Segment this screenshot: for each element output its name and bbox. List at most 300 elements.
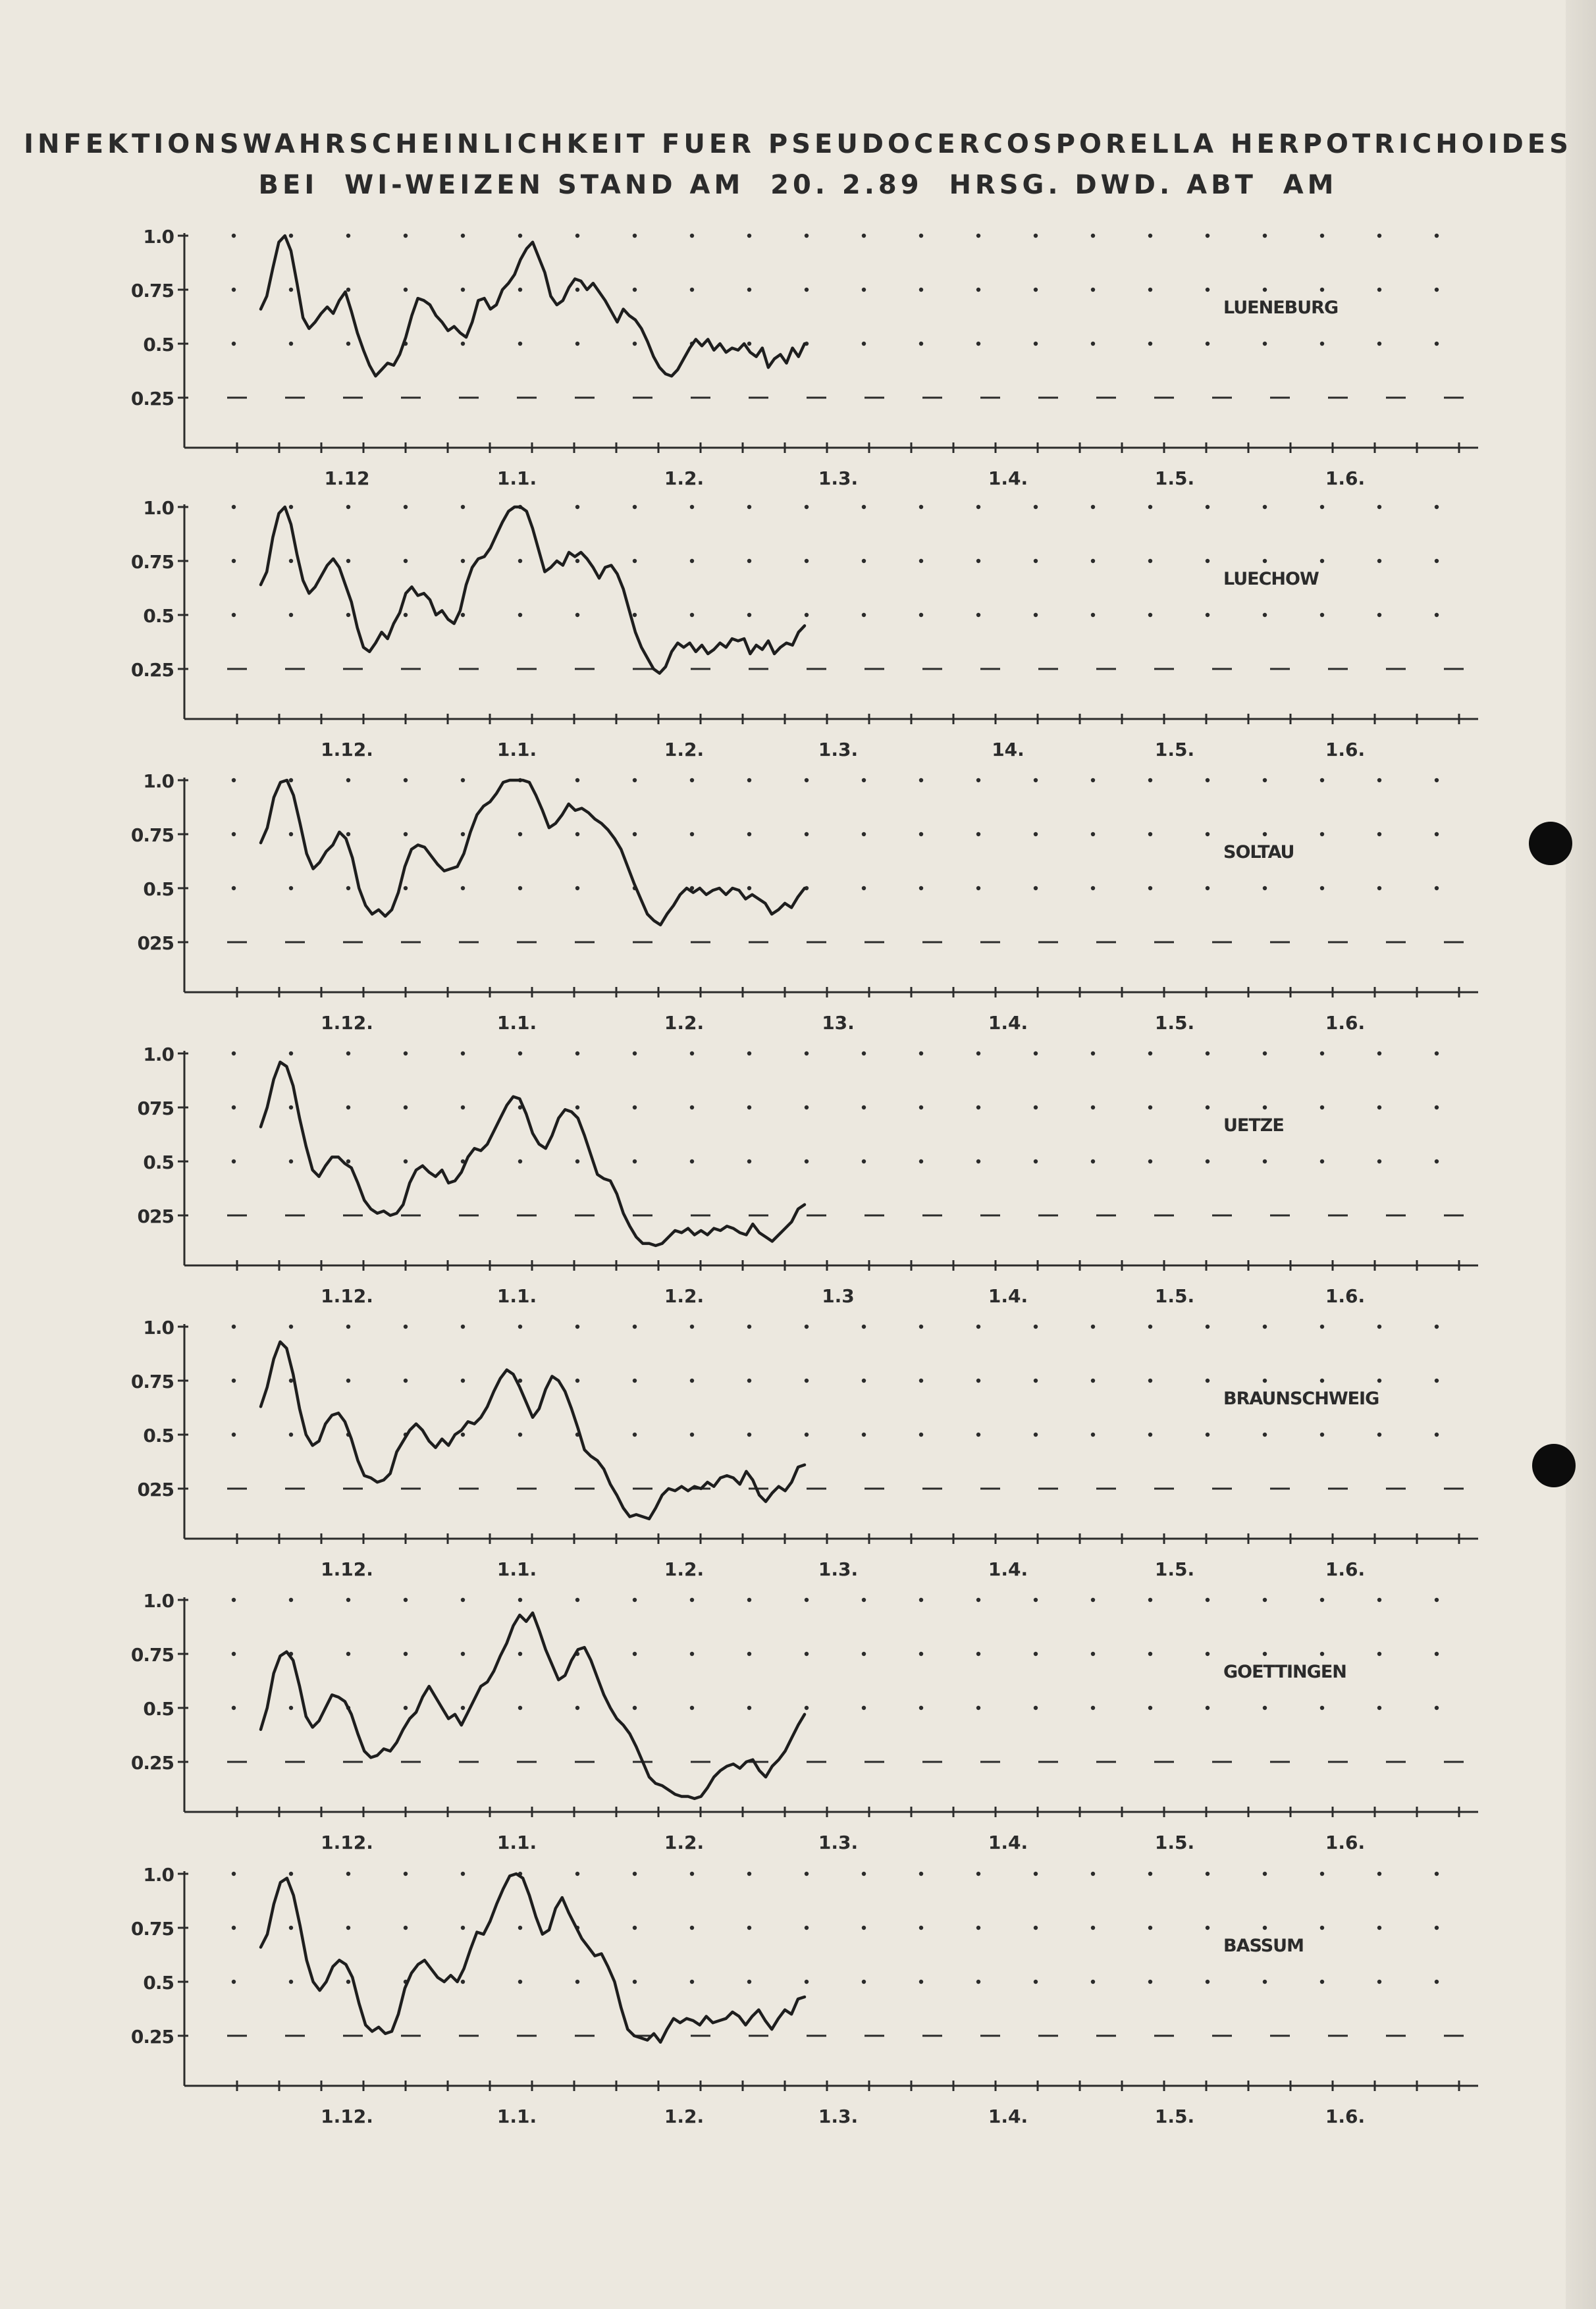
bassum-grid-dot — [1320, 1926, 1324, 1930]
soltau-x-tick-label: 13. — [822, 1012, 855, 1034]
uetze-grid-dot — [1148, 1051, 1152, 1055]
goettingen-grid-dot — [1320, 1706, 1324, 1710]
uetze-grid-dot — [346, 1051, 350, 1055]
braunschweig-grid-dot — [1091, 1379, 1095, 1383]
lueneburg-grid-dot — [346, 342, 350, 346]
bassum-grid-dot — [518, 1926, 522, 1930]
lueneburg-series-line — [261, 236, 805, 376]
soltau-y-tick-label: 025 — [137, 932, 174, 954]
lueneburg-grid-dot — [289, 234, 293, 238]
soltau-grid-dot — [1263, 886, 1267, 890]
braunschweig-grid-dot — [1377, 1325, 1381, 1329]
goettingen-grid-dot — [404, 1652, 408, 1656]
soltau-grid-dot — [232, 886, 236, 890]
braunschweig-grid-dot — [976, 1325, 980, 1329]
uetze-grid-dot — [1034, 1159, 1038, 1163]
uetze-grid-dot — [805, 1159, 809, 1163]
uetze-grid-dot — [747, 1159, 751, 1163]
braunschweig-grid-dot — [747, 1325, 751, 1329]
uetze-grid-dot — [1206, 1105, 1210, 1109]
lueneburg-grid-dot — [1148, 342, 1152, 346]
luechow-grid-dot — [1435, 613, 1439, 617]
goettingen-grid-dot — [633, 1706, 637, 1710]
lueneburg-grid-dot — [1377, 234, 1381, 238]
uetze-grid-dot — [690, 1159, 694, 1163]
soltau-grid-dot — [1377, 832, 1381, 836]
uetze-grid-dot — [461, 1105, 465, 1109]
soltau-grid-dot — [1377, 886, 1381, 890]
bassum-grid-dot — [1263, 1872, 1267, 1876]
luechow-grid-dot — [1320, 559, 1324, 563]
bassum-grid-dot — [747, 1872, 751, 1876]
goettingen-grid-dot — [232, 1652, 236, 1656]
bassum-grid-dot — [1206, 1980, 1210, 1984]
luechow-grid-dot — [404, 505, 408, 509]
luechow-y-tick-label: 1.0 — [143, 497, 174, 519]
luechow-grid-dot — [976, 613, 980, 617]
uetze-grid-dot — [346, 1105, 350, 1109]
braunschweig-grid-dot — [461, 1325, 465, 1329]
bassum-grid-dot — [346, 1872, 350, 1876]
goettingen-grid-dot — [1435, 1652, 1439, 1656]
lueneburg-x-tick-label: 1.3. — [818, 467, 859, 489]
braunschweig-grid-dot — [862, 1433, 866, 1437]
bassum-grid-dot — [1091, 1926, 1095, 1930]
goettingen-grid-dot — [862, 1706, 866, 1710]
soltau-grid-dot — [976, 886, 980, 890]
chart-title-line-1: INFEKTIONSWAHRSCHEINLICHKEIT FUER PSEUDOCERCOSPORELLA HERPOTRICHOIDES — [24, 129, 1572, 159]
soltau-grid-dot — [289, 886, 293, 890]
braunschweig-grid-dot — [1206, 1379, 1210, 1383]
goettingen-grid-dot — [1263, 1652, 1267, 1656]
luechow-grid-dot — [747, 559, 751, 563]
soltau-grid-dot — [919, 778, 923, 782]
lueneburg-grid-dot — [1148, 234, 1152, 238]
braunschweig-grid-dot — [1435, 1433, 1439, 1437]
goettingen-x-tick-label: 1.1. — [496, 1832, 537, 1853]
goettingen-grid-dot — [1206, 1706, 1210, 1710]
goettingen-grid-dot — [404, 1598, 408, 1602]
uetze-grid-dot — [747, 1051, 751, 1055]
uetze-grid-dot — [919, 1051, 923, 1055]
braunschweig-x-tick-label: 1.3. — [818, 1558, 859, 1580]
bassum-grid-dot — [346, 1926, 350, 1930]
goettingen-grid-dot — [232, 1706, 236, 1710]
goettingen-grid-dot — [1034, 1598, 1038, 1602]
goettingen-y-tick-label: 0.75 — [130, 1644, 174, 1666]
soltau-grid-dot — [461, 886, 465, 890]
braunschweig-x-tick-label: 1.5. — [1154, 1558, 1195, 1580]
soltau-grid-dot — [404, 832, 408, 836]
goettingen-grid-dot — [575, 1598, 579, 1602]
uetze-grid-dot — [1034, 1105, 1038, 1109]
soltau-grid-dot — [862, 886, 866, 890]
goettingen-grid-dot — [747, 1706, 751, 1710]
lueneburg-grid-dot — [1034, 342, 1038, 346]
braunschweig-grid-dot — [1206, 1325, 1210, 1329]
braunschweig-x-tick-label: 1.4. — [988, 1558, 1028, 1580]
luechow-x-tick-label: 1.2. — [664, 739, 705, 760]
braunschweig-grid-dot — [518, 1325, 522, 1329]
bassum-grid-dot — [1034, 1872, 1038, 1876]
lueneburg-grid-dot — [805, 234, 809, 238]
uetze-grid-dot — [862, 1159, 866, 1163]
goettingen-grid-dot — [1091, 1706, 1095, 1710]
uetze-grid-dot — [518, 1159, 522, 1163]
lueneburg-grid-dot — [518, 342, 522, 346]
luechow-x-tick-label: 14. — [992, 739, 1024, 760]
goettingen-grid-dot — [976, 1652, 980, 1656]
bassum-grid-dot — [747, 1980, 751, 1984]
braunschweig-grid-dot — [1320, 1433, 1324, 1437]
uetze-grid-dot — [1377, 1105, 1381, 1109]
lueneburg-grid-dot — [690, 288, 694, 292]
punch-hole-upper — [1529, 822, 1572, 865]
goettingen-grid-dot — [805, 1706, 809, 1710]
luechow-grid-dot — [633, 613, 637, 617]
lueneburg-grid-dot — [1206, 234, 1210, 238]
bassum-grid-dot — [1034, 1980, 1038, 1984]
goettingen-grid-dot — [862, 1652, 866, 1656]
bassum-grid-dot — [518, 1980, 522, 1984]
bassum-grid-dot — [404, 1872, 408, 1876]
goettingen-series-line — [261, 1613, 805, 1799]
braunschweig-y-tick-label: 1.0 — [143, 1317, 174, 1339]
soltau-grid-dot — [1377, 778, 1381, 782]
goettingen-grid-dot — [690, 1652, 694, 1656]
luechow-grid-dot — [633, 559, 637, 563]
lueneburg-y-tick-label: 0.75 — [130, 280, 174, 302]
soltau-grid-dot — [1263, 778, 1267, 782]
goettingen-grid-dot — [1263, 1598, 1267, 1602]
bassum-grid-dot — [633, 1926, 637, 1930]
luechow-grid-dot — [346, 505, 350, 509]
braunschweig-x-tick-label: 1.6. — [1325, 1558, 1366, 1580]
braunschweig-y-tick-label: 0.5 — [143, 1425, 174, 1446]
braunschweig-grid-dot — [976, 1379, 980, 1383]
bassum-grid-dot — [633, 1872, 637, 1876]
braunschweig-grid-dot — [289, 1379, 293, 1383]
lueneburg-grid-dot — [862, 234, 866, 238]
lueneburg-grid-dot — [976, 234, 980, 238]
uetze-grid-dot — [1206, 1051, 1210, 1055]
goettingen-grid-dot — [289, 1706, 293, 1710]
uetze-grid-dot — [1377, 1159, 1381, 1163]
braunschweig-grid-dot — [862, 1325, 866, 1329]
goettingen-grid-dot — [1148, 1652, 1152, 1656]
lueneburg-grid-dot — [1206, 342, 1210, 346]
uetze-grid-dot — [1320, 1159, 1324, 1163]
uetze-grid-dot — [1435, 1105, 1439, 1109]
lueneburg-grid-dot — [633, 234, 637, 238]
lueneburg-grid-dot — [1435, 288, 1439, 292]
bassum-grid-dot — [1320, 1872, 1324, 1876]
braunschweig-grid-dot — [1263, 1325, 1267, 1329]
bassum-grid-dot — [1206, 1926, 1210, 1930]
luechow-grid-dot — [862, 613, 866, 617]
luechow-grid-dot — [289, 559, 293, 563]
uetze-x-tick-label: 1.3 — [822, 1285, 855, 1307]
uetze-grid-dot — [690, 1051, 694, 1055]
uetze-grid-dot — [1377, 1051, 1381, 1055]
bassum-series-line — [261, 1874, 805, 2042]
bassum-grid-dot — [232, 1926, 236, 1930]
soltau-grid-dot — [747, 778, 751, 782]
lueneburg-x-tick-label: 1.5. — [1154, 467, 1195, 489]
uetze-x-tick-label: 1.6. — [1325, 1285, 1366, 1307]
bassum-grid-dot — [1263, 1980, 1267, 1984]
bassum-x-tick-label: 1.12. — [321, 2106, 373, 2127]
bassum-y-tick-label: 1.0 — [143, 1864, 174, 1886]
goettingen-x-tick-label: 1.2. — [664, 1832, 705, 1853]
lueneburg-grid-dot — [1091, 234, 1095, 238]
lueneburg-grid-dot — [404, 288, 408, 292]
lueneburg-grid-dot — [461, 288, 465, 292]
soltau-x-tick-label: 1.4. — [988, 1012, 1028, 1034]
lueneburg-grid-dot — [1148, 288, 1152, 292]
soltau-grid-dot — [633, 778, 637, 782]
soltau-grid-dot — [1435, 886, 1439, 890]
braunschweig-grid-dot — [633, 1379, 637, 1383]
bassum-grid-dot — [862, 1926, 866, 1930]
soltau-grid-dot — [1148, 886, 1152, 890]
luechow-grid-dot — [1206, 505, 1210, 509]
lueneburg-grid-dot — [976, 288, 980, 292]
uetze-grid-dot — [1263, 1105, 1267, 1109]
goettingen-grid-dot — [1377, 1706, 1381, 1710]
luechow-grid-dot — [1263, 505, 1267, 509]
lueneburg-grid-dot — [690, 234, 694, 238]
luechow-grid-dot — [747, 505, 751, 509]
goettingen-grid-dot — [690, 1706, 694, 1710]
braunschweig-grid-dot — [289, 1433, 293, 1437]
lueneburg-grid-dot — [461, 342, 465, 346]
braunschweig-grid-dot — [976, 1433, 980, 1437]
lueneburg-grid-dot — [1435, 234, 1439, 238]
luechow-series-line — [261, 507, 805, 674]
uetze-grid-dot — [575, 1159, 579, 1163]
luechow-grid-dot — [976, 505, 980, 509]
soltau-grid-dot — [289, 832, 293, 836]
soltau-x-tick-label: 1.6. — [1325, 1012, 1366, 1034]
goettingen-grid-dot — [747, 1598, 751, 1602]
uetze-grid-dot — [862, 1051, 866, 1055]
bassum-grid-dot — [633, 1980, 637, 1984]
goettingen-x-tick-label: 1.3. — [818, 1832, 859, 1853]
lueneburg-x-tick-label: 1.2. — [664, 467, 705, 489]
soltau-grid-dot — [518, 832, 522, 836]
soltau-grid-dot — [346, 778, 350, 782]
luechow-grid-dot — [690, 559, 694, 563]
uetze-grid-dot — [232, 1105, 236, 1109]
goettingen-grid-dot — [404, 1706, 408, 1710]
luechow-grid-dot — [232, 559, 236, 563]
goettingen-grid-dot — [919, 1706, 923, 1710]
soltau-grid-dot — [690, 832, 694, 836]
braunschweig-grid-dot — [1034, 1379, 1038, 1383]
soltau-grid-dot — [862, 832, 866, 836]
braunschweig-grid-dot — [461, 1433, 465, 1437]
luechow-grid-dot — [805, 505, 809, 509]
goettingen-grid-dot — [575, 1706, 579, 1710]
braunschweig-grid-dot — [1320, 1325, 1324, 1329]
bassum-x-tick-label: 1.2. — [664, 2106, 705, 2127]
soltau-grid-dot — [862, 778, 866, 782]
braunschweig-x-tick-label: 1.1. — [496, 1558, 537, 1580]
braunschweig-grid-dot — [1148, 1379, 1152, 1383]
goettingen-grid-dot — [1435, 1706, 1439, 1710]
uetze-grid-dot — [575, 1051, 579, 1055]
goettingen-grid-dot — [1377, 1598, 1381, 1602]
bassum-grid-dot — [1148, 1980, 1152, 1984]
lueneburg-y-tick-label: 0.5 — [143, 334, 174, 356]
lueneburg-grid-dot — [289, 288, 293, 292]
goettingen-station-label: GOETTINGEN — [1223, 1662, 1346, 1682]
luechow-grid-dot — [862, 559, 866, 563]
uetze-grid-dot — [289, 1159, 293, 1163]
bassum-grid-dot — [1034, 1926, 1038, 1930]
goettingen-grid-dot — [1320, 1652, 1324, 1656]
soltau-grid-dot — [976, 832, 980, 836]
lueneburg-grid-dot — [1034, 288, 1038, 292]
bassum-x-tick-label: 1.1. — [496, 2106, 537, 2127]
luechow-grid-dot — [690, 613, 694, 617]
lueneburg-grid-dot — [862, 288, 866, 292]
luechow-grid-dot — [575, 613, 579, 617]
soltau-station-label: SOLTAU — [1223, 842, 1294, 863]
uetze-y-tick-label: 075 — [137, 1098, 174, 1119]
goettingen-grid-dot — [461, 1706, 465, 1710]
uetze-grid-dot — [1263, 1051, 1267, 1055]
braunschweig-grid-dot — [747, 1433, 751, 1437]
luechow-grid-dot — [232, 613, 236, 617]
braunschweig-grid-dot — [805, 1379, 809, 1383]
bassum-grid-dot — [1091, 1872, 1095, 1876]
soltau-grid-dot — [1148, 778, 1152, 782]
soltau-grid-dot — [690, 778, 694, 782]
uetze-grid-dot — [1091, 1051, 1095, 1055]
uetze-y-tick-label: 025 — [137, 1206, 174, 1227]
goettingen-grid-dot — [1091, 1598, 1095, 1602]
luechow-grid-dot — [1148, 613, 1152, 617]
lueneburg-station-label: LUENEBURG — [1223, 298, 1339, 318]
goettingen-x-tick-label: 1.6. — [1325, 1832, 1366, 1853]
braunschweig-grid-dot — [404, 1379, 408, 1383]
goettingen-grid-dot — [1034, 1652, 1038, 1656]
lueneburg-grid-dot — [232, 342, 236, 346]
uetze-grid-dot — [747, 1105, 751, 1109]
lueneburg-grid-dot — [805, 288, 809, 292]
bassum-grid-dot — [862, 1872, 866, 1876]
lueneburg-grid-dot — [919, 234, 923, 238]
soltau-grid-dot — [633, 832, 637, 836]
braunschweig-grid-dot — [289, 1325, 293, 1329]
luechow-grid-dot — [1034, 613, 1038, 617]
braunschweig-grid-dot — [1148, 1433, 1152, 1437]
luechow-grid-dot — [1034, 559, 1038, 563]
lueneburg-grid-dot — [1377, 288, 1381, 292]
soltau-grid-dot — [346, 886, 350, 890]
goettingen-grid-dot — [1263, 1706, 1267, 1710]
lueneburg-grid-dot — [575, 342, 579, 346]
luechow-grid-dot — [976, 559, 980, 563]
lueneburg-grid-dot — [1435, 342, 1439, 346]
goettingen-grid-dot — [1206, 1652, 1210, 1656]
braunschweig-grid-dot — [518, 1433, 522, 1437]
uetze-y-tick-label: 0.5 — [143, 1152, 174, 1173]
braunschweig-grid-dot — [346, 1379, 350, 1383]
soltau-grid-dot — [919, 886, 923, 890]
luechow-grid-dot — [1034, 505, 1038, 509]
lueneburg-grid-dot — [518, 234, 522, 238]
goettingen-x-tick-label: 1.4. — [988, 1832, 1028, 1853]
bassum-grid-dot — [461, 1926, 465, 1930]
uetze-grid-dot — [1091, 1105, 1095, 1109]
uetze-grid-dot — [1320, 1051, 1324, 1055]
goettingen-grid-dot — [633, 1598, 637, 1602]
goettingen-grid-dot — [518, 1706, 522, 1710]
soltau-grid-dot — [1091, 778, 1095, 782]
luechow-grid-dot — [633, 505, 637, 509]
luechow-grid-dot — [461, 559, 465, 563]
luechow-grid-dot — [862, 505, 866, 509]
soltau-grid-dot — [1206, 832, 1210, 836]
soltau-grid-dot — [919, 832, 923, 836]
lueneburg-grid-dot — [575, 288, 579, 292]
braunschweig-grid-dot — [1320, 1379, 1324, 1383]
braunschweig-grid-dot — [690, 1325, 694, 1329]
soltau-grid-dot — [747, 832, 751, 836]
uetze-grid-dot — [1148, 1159, 1152, 1163]
lueneburg-grid-dot — [1206, 288, 1210, 292]
uetze-grid-dot — [1435, 1159, 1439, 1163]
goettingen-grid-dot — [1206, 1598, 1210, 1602]
bassum-grid-dot — [461, 1872, 465, 1876]
bassum-grid-dot — [805, 1980, 809, 1984]
soltau-grid-dot — [1435, 832, 1439, 836]
lueneburg-grid-dot — [633, 288, 637, 292]
braunschweig-grid-dot — [919, 1325, 923, 1329]
goettingen-grid-dot — [518, 1598, 522, 1602]
soltau-grid-dot — [1320, 832, 1324, 836]
braunschweig-grid-dot — [1377, 1433, 1381, 1437]
uetze-grid-dot — [232, 1051, 236, 1055]
lueneburg-grid-dot — [518, 288, 522, 292]
uetze-grid-dot — [919, 1105, 923, 1109]
soltau-grid-dot — [1148, 832, 1152, 836]
uetze-grid-dot — [1435, 1051, 1439, 1055]
goettingen-grid-dot — [461, 1598, 465, 1602]
luechow-grid-dot — [1091, 613, 1095, 617]
soltau-y-tick-label: 0.5 — [143, 878, 174, 900]
bassum-grid-dot — [461, 1980, 465, 1984]
goettingen-x-tick-label: 1.12. — [321, 1832, 373, 1853]
lueneburg-grid-dot — [1320, 234, 1324, 238]
braunschweig-grid-dot — [575, 1379, 579, 1383]
goettingen-grid-dot — [1320, 1598, 1324, 1602]
braunschweig-grid-dot — [747, 1379, 751, 1383]
luechow-grid-dot — [404, 613, 408, 617]
uetze-grid-dot — [404, 1105, 408, 1109]
soltau-grid-dot — [1206, 778, 1210, 782]
lueneburg-x-tick-label: 1.12 — [324, 467, 370, 489]
luechow-grid-dot — [289, 613, 293, 617]
uetze-grid-dot — [633, 1159, 637, 1163]
bassum-x-tick-label: 1.6. — [1325, 2106, 1366, 2127]
luechow-grid-dot — [1091, 505, 1095, 509]
luechow-grid-dot — [1377, 613, 1381, 617]
luechow-y-tick-label: 0.5 — [143, 605, 174, 627]
